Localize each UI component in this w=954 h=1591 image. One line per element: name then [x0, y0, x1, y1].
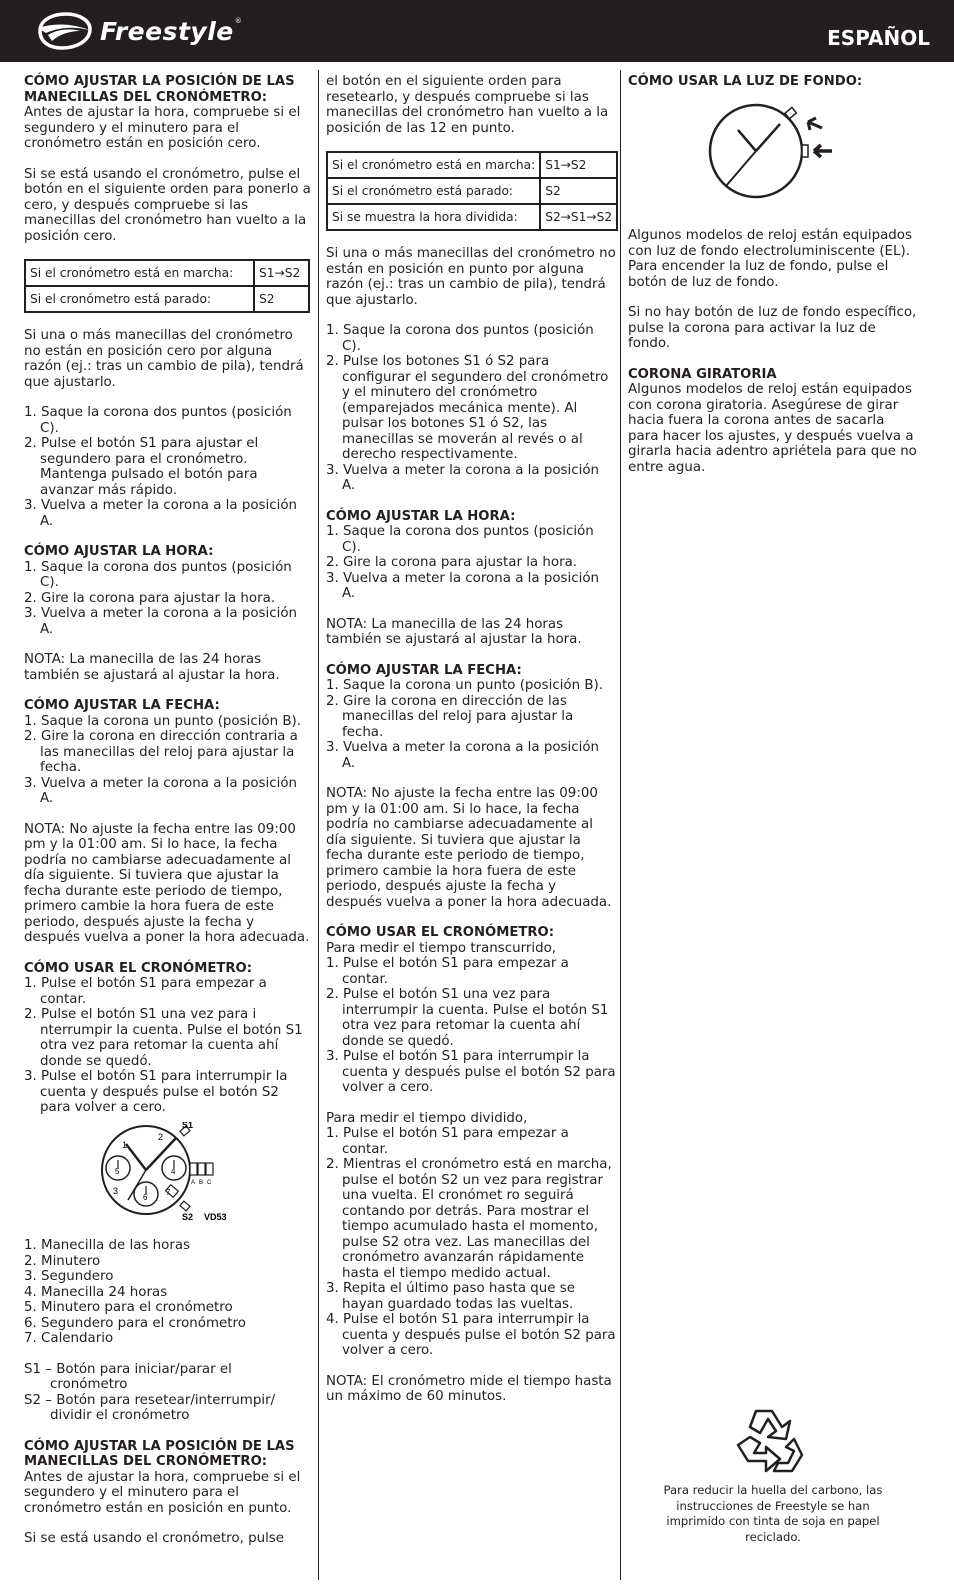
list-item: 5. Minutero para el cronómetro [24, 1300, 233, 1315]
list-item: 4. Manecilla 24 horas [24, 1284, 168, 1300]
diagram-label-2: 2 [158, 1131, 164, 1142]
table-row [327, 204, 617, 230]
reset-table [24, 259, 310, 313]
freestyle-swoosh-icon [32, 11, 94, 51]
step-list [326, 678, 616, 771]
list-item: 3. Vuelva a meter la corona a la posición A. [326, 740, 599, 771]
step-list [24, 976, 312, 1116]
section-title: CÓMO AJUSTAR LA HORA: [326, 508, 516, 524]
section-title: CÓMO AJUSTAR LA POSICIÓN DE LAS MANECILLAS DEL CRONÓMETRO: [24, 1438, 295, 1469]
list-item: 2. Gire la corona para ajustar la hora. [24, 590, 276, 606]
freestyle-logo [32, 8, 242, 54]
paragraph: Si una o más manecillas del cronómetro no están en posición en punto por alguna razón (ej.: tras un cambio de pila), tendrá que ajustarlo. [326, 246, 616, 308]
diagram-label-a: A [191, 1179, 196, 1186]
list-item: 2. Gire la corona en dirección contraria a las manecillas del reloj para ajustar la fecha. [24, 729, 298, 775]
paragraph: Si no hay botón de luz de fondo específico, pulse la corona para activar la luz de fondo. [628, 305, 917, 351]
paragraph: Si se está usando el cronómetro, pulse el botón en el siguiente orden para ponerlo a cero, y después compruebe si las manecillas del cronómetro han vuelto a la posición cero. [24, 166, 311, 244]
list-item: 2. Mientras el cronómetro está en marcha, pulse el botón S2 un vez para registrar una vuelta. El cronómet ro seguirá contando por detrás. Para mostrar el tiempo acumulado hasta el momento, pulse S2 otra vez. Las manecillas del cronómetro avanzarán rápidamente hasta el tiempo medido actual. [326, 1157, 612, 1281]
table-cell-value: S2 [254, 286, 309, 312]
table-cell-value: S1→S2 [540, 152, 617, 178]
list-item: 3. Vuelva a meter la corona a la posición A. [24, 775, 297, 806]
reset-table [326, 151, 618, 231]
step-list [24, 560, 312, 638]
list-item: 2. Pulse los botones S1 ó S2 para configurar el segundero del cronómetro y el minutero del cronómetro (emparejados mecánica mente). Al pulsar los botones S1 ó S2, las manecillas se moverán al revés o al derecho respectivamente. [326, 354, 609, 462]
language-label: ESPAÑOL [827, 26, 930, 50]
list-item: 1. Saque la corona dos puntos (posición C). [24, 559, 292, 590]
step-list [326, 1126, 616, 1359]
list-item: 4. Pulse el botón S1 para interrumpir la cuenta y después pulse el botón S2 para volver a cero. [326, 1312, 616, 1358]
section-title: CÓMO AJUSTAR LA FECHA: [326, 662, 522, 678]
diagram-label-3: 3 [113, 1185, 119, 1196]
list-item: S1 – Botón para iniciar/parar el cronómetro [24, 1361, 232, 1392]
column-3 [628, 74, 918, 490]
section-title: CÓMO USAR EL CRONÓMETRO: [326, 925, 555, 940]
note: NOTA: La manecilla de las 24 horas también se ajustará al ajustar la hora. [24, 652, 280, 683]
step-list [326, 956, 616, 1096]
diagram-label-4: 4 [171, 1166, 176, 1176]
diagram-label-s2: S2 [182, 1211, 194, 1222]
diagram-label-s1: S1 [182, 1121, 194, 1130]
paragraph: Algunos modelos de reloj están equipados con luz de fondo electroluminiscente (EL). Para encender la luz de fondo, pulse el botón de luz de fondo. [628, 228, 912, 290]
table-cell-value: S2→S1→S2 [540, 204, 617, 230]
table-cell-label: Si el cronómetro está en marcha: [25, 260, 254, 286]
paragraph: el botón en el siguiente orden para resetearlo, y después compruebe si las manecillas del cronómetro han vuelto a la posición de las 12 en punto. [326, 74, 609, 136]
paragraph: Algunos modelos de reloj están equipados con corona giratoria. Asegúrese de girar hacia fuera la corona antes de sacarla para hacer los ajustes, y después vuelva a girarla hacia adentro apriétela para que no entre agua. [628, 382, 917, 475]
paragraph: Para medir el tiempo transcurrido, [326, 940, 557, 956]
diagram-label-5: 5 [115, 1166, 120, 1176]
header-bar [0, 0, 954, 62]
note: NOTA: El cronómetro mide el tiempo hasta un máximo de 60 minutos. [326, 1373, 612, 1404]
table-row [327, 152, 617, 178]
paragraph: Si se está usando el cronómetro, pulse [24, 1531, 285, 1546]
list-item: 2. Minutero [24, 1253, 101, 1269]
list-item: 1. Saque la corona dos puntos (posición C). [24, 405, 292, 436]
step-list [24, 714, 312, 807]
list-item: 1. Saque la corona un punto (posición B). [24, 713, 302, 729]
step-list [24, 405, 312, 529]
list-item: 3. Repita el último paso hasta que se hayan guardado todas las vueltas. [326, 1281, 576, 1312]
column-1 [24, 74, 312, 1562]
table-row [25, 286, 309, 312]
table-row [327, 178, 617, 204]
button-legend [24, 1362, 312, 1424]
column-divider-2 [620, 70, 621, 1580]
list-item: 1. Saque la corona un punto (posición B). [326, 678, 604, 693]
list-item: 1. Saque la corona dos puntos (posición C). [326, 524, 594, 555]
list-item: 1. Saque la corona dos puntos (posición C). [326, 323, 594, 354]
note: NOTA: La manecilla de las 24 horas también se ajustará al ajustar la hora. [326, 616, 582, 647]
note: NOTA: No ajuste la fecha entre las 09:00 pm y la 01:00 am. Si lo hace, la fecha podría no cambiarse adecuadamente al día siguiente. Si tuviera que ajustar la fecha durante este periodo de tiempo, primero cambie la hora fuera de este periodo, después ajuste la fecha y después vuelva a poner la hora adecuada. [326, 786, 612, 910]
section-title: CÓMO USAR EL CRONÓMETRO: [24, 960, 253, 976]
table-row [25, 260, 309, 286]
list-item: 3. Vuelva a meter la corona a la posición A. [326, 462, 599, 493]
list-item: 2. Pulse el botón S1 para ajustar el segundero para el cronómetro. Mantenga pulsado el botón para avanzar más rápido. [24, 436, 259, 498]
watch-face-diagram [98, 1122, 268, 1222]
list-item: S2 – Botón para resetear/interrumpir/ dividir el cronómetro [24, 1392, 276, 1423]
recycle-icon [730, 1405, 806, 1483]
section-title: CÓMO AJUSTAR LA HORA: [24, 544, 214, 559]
paragraph: Para medir el tiempo dividido, [326, 1110, 528, 1126]
table-cell-label: Si se muestra la hora dividida: [327, 204, 540, 230]
footer-note: Para reducir la huella del carbono, las instrucciones de Freestyle se han imprimido con tinta de soja en papel reciclado. [663, 1483, 883, 1544]
list-item: 3. Vuelva a meter la corona a la posición A. [326, 570, 599, 601]
diagram-label-b: B [199, 1179, 204, 1186]
step-list [326, 323, 616, 494]
diagram-label-1: 1 [122, 1139, 128, 1150]
note: NOTA: No ajuste la fecha entre las 09:00 pm y la 01:00 am. Si lo hace, la fecha podría no cambiarse adecuadamente al día siguiente. Si tuviera que ajustar la fecha durante este periodo de tiempo, primero cambie la hora fuera de este periodo, después ajuste la fecha y después vuelva a poner la hora adecuada. [24, 821, 310, 945]
brand-registered-mark: ® [234, 16, 243, 25]
section-title: CÓMO AJUSTAR LA POSICIÓN DE LAS MANECILLAS DEL CRONÓMETRO: [24, 74, 295, 105]
list-item: 2. Gire la corona en dirección de las manecillas del reloj para ajustar la fecha. [326, 693, 574, 740]
table-cell-value: S2 [540, 178, 617, 204]
diagram-label-6: 6 [143, 1192, 148, 1202]
watch-diagram [98, 1122, 312, 1227]
column-2 [326, 74, 616, 1420]
backlight-watch-icon [708, 96, 848, 206]
list-item: 7. Calendario [24, 1331, 114, 1346]
list-item: 2. Pulse el botón S1 una vez para interrumpir la cuenta. Pulse el botón S1 otra vez para retomar la cuenta ahí donde se quedó. [326, 987, 609, 1049]
table-cell-label: Si el cronómetro está parado: [327, 178, 540, 204]
step-list [326, 524, 616, 602]
list-item: 2. Gire la corona para ajustar la hora. [326, 555, 578, 570]
list-item: 1. Manecilla de las horas [24, 1238, 191, 1253]
diagram-label-c: C [207, 1179, 212, 1186]
list-item: 3. Vuelva a meter la corona a la posición A. [24, 606, 297, 637]
paragraph: Antes de ajustar la hora, compruebe si el segundero y el minutero para el cronómetro están en posición cero. [24, 105, 301, 151]
list-item: 2. Pulse el botón S1 una vez para i nterrumpir la cuenta. Pulse el botón S1 otra vez para retomar la cuenta ahí donde se quedó. [24, 1007, 303, 1069]
hand-legend-list [24, 1238, 312, 1347]
list-item: 6. Segundero para el cronómetro [24, 1315, 246, 1331]
table-cell-label: Si el cronómetro está en marcha: [327, 152, 540, 178]
brand-name: Freestyle [100, 16, 234, 46]
list-item: 1. Pulse el botón S1 para empezar a contar. [326, 956, 569, 987]
list-item: 3. Vuelva a meter la corona a la posición A. [24, 498, 297, 529]
diagram-model-label: VD53 [204, 1211, 227, 1222]
backlight-diagram [708, 96, 918, 211]
section-title: CORONA GIRATORIA [628, 366, 777, 382]
diagram-label-7: 7 [166, 1187, 171, 1197]
list-item: 1. Pulse el botón S1 para empezar a contar. [326, 1126, 569, 1157]
list-item: 3. Pulse el botón S1 para interrumpir la cuenta y después pulse el botón S2 para volver a cero. [24, 1069, 288, 1115]
list-item: 3. Pulse el botón S1 para interrumpir la cuenta y después pulse el botón S2 para volver a cero. [326, 1049, 616, 1095]
paragraph: Si una o más manecillas del cronómetro no están en posición cero por alguna razón (ej.: tras un cambio de pila), tendrá que ajustarlo. [24, 328, 304, 390]
list-item: 1. Pulse el botón S1 para empezar a contar. [24, 976, 267, 1007]
table-cell-value: S1→S2 [254, 260, 309, 286]
list-item: 3. Segundero [24, 1269, 114, 1284]
paragraph: Antes de ajustar la hora, compruebe si el segundero y el minutero para el cronómetro están en posición en punto. [24, 1469, 301, 1516]
table-cell-label: Si el cronómetro está parado: [25, 286, 254, 312]
section-title: CÓMO USAR LA LUZ DE FONDO: [628, 74, 863, 89]
column-divider-1 [318, 70, 319, 1580]
section-title: CÓMO AJUSTAR LA FECHA: [24, 698, 220, 713]
